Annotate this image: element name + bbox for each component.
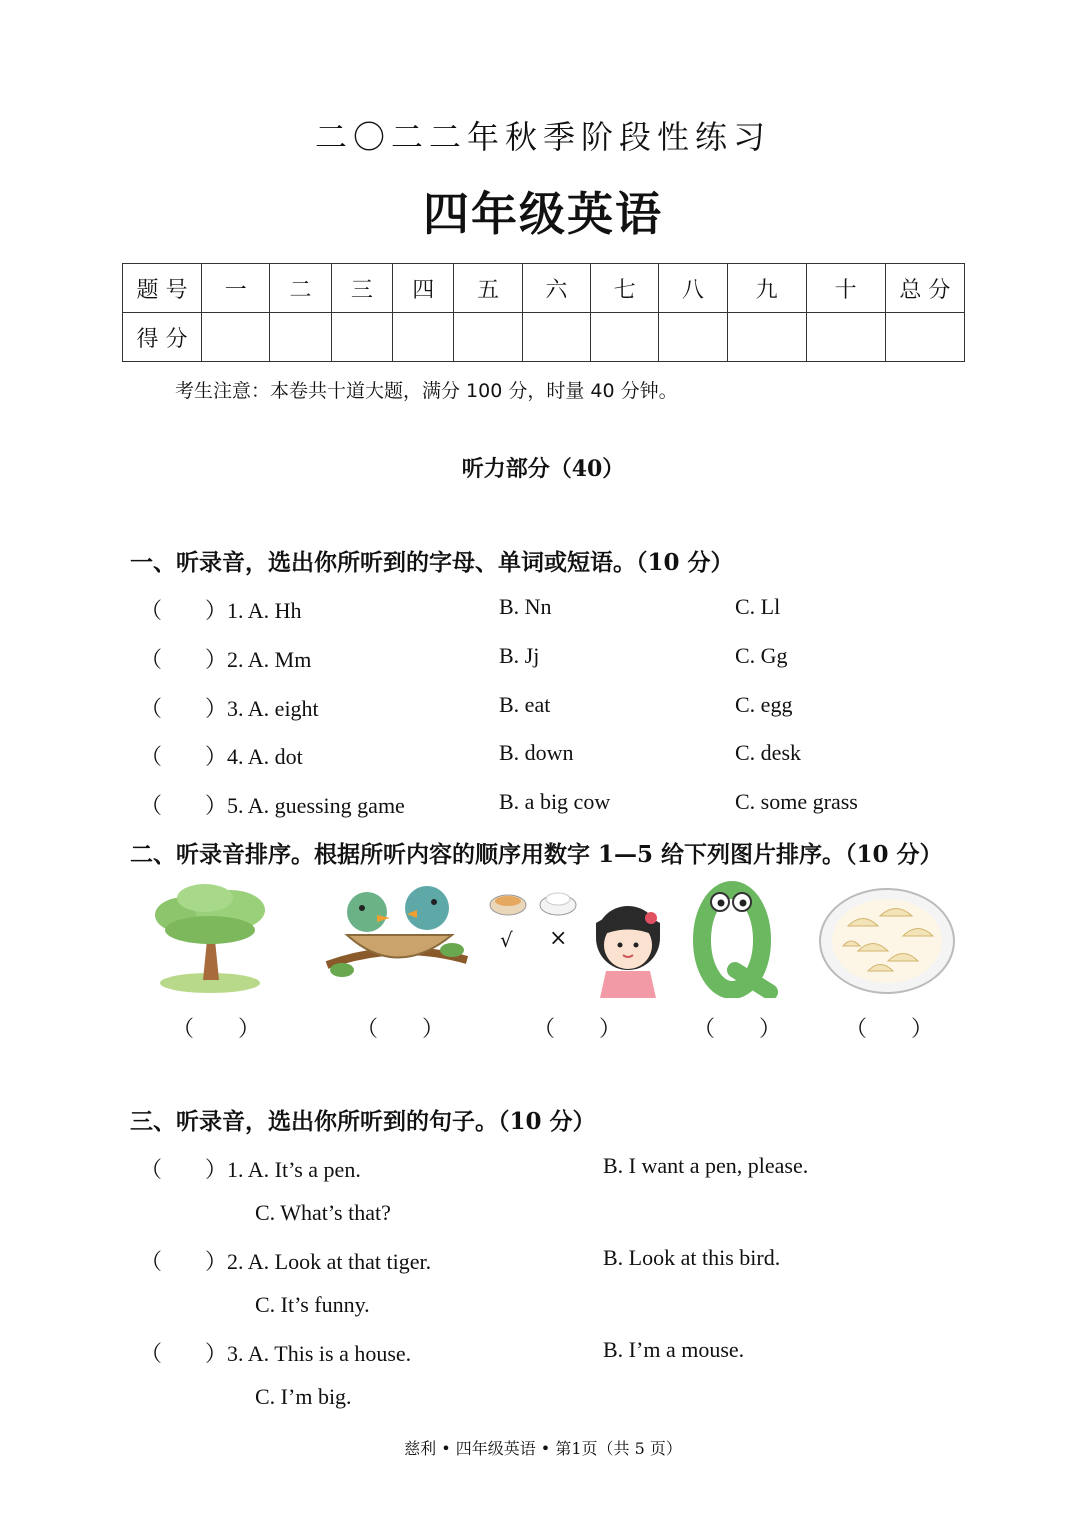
table-cell: 五 (454, 264, 522, 313)
option-b: B. I’m a mouse. (603, 1337, 745, 1362)
table-cell: 二 (270, 264, 331, 313)
question-row (0, 1337, 1086, 1367)
answer-blank[interactable]: （ (140, 696, 163, 721)
option-c: C. some grass (735, 789, 858, 814)
score-input-cell[interactable] (270, 313, 331, 362)
table-cell: 九 (727, 264, 806, 313)
table-cell: 总 分 (885, 264, 964, 313)
picture-answer-blank[interactable]: （ ） (172, 1017, 261, 1042)
girl-food-picture (488, 883, 664, 998)
option-b: B. a big cow (499, 789, 611, 814)
score-input-cell[interactable] (331, 313, 392, 362)
option-c: C. It’s funny. (255, 1292, 370, 1317)
picture-answer-blank[interactable]: （ ） (845, 1017, 934, 1042)
table-cell: 题 号 (123, 264, 202, 313)
answer-blank[interactable]: （ (140, 647, 163, 672)
score-table-header-row (123, 264, 965, 313)
answer-blank[interactable]: （ (140, 598, 163, 623)
option-a: ）3. A. eight (205, 696, 319, 721)
question-row (0, 1384, 1086, 1414)
dumplings-picture (818, 886, 956, 996)
section2-heading: 二、听录音排序。根据所听内容的顺序用数字 1—5 给下列图片排序。（10 分） (130, 841, 943, 868)
picture-answer-blank[interactable]: （ ） (356, 1017, 445, 1042)
score-table (122, 263, 965, 362)
option-b: B. eat (499, 692, 551, 717)
answer-blank[interactable]: （ (140, 1341, 163, 1366)
question-row (0, 643, 1086, 673)
table-cell: 得 分 (123, 313, 202, 362)
answer-blank[interactable]: （ (140, 1157, 163, 1182)
answer-blank[interactable]: （ (140, 793, 163, 818)
option-b: B. down (499, 740, 574, 765)
question-row (0, 789, 1086, 819)
question-row (0, 594, 1086, 624)
letter-q-picture (690, 880, 780, 998)
option-b: B. I want a pen, please. (603, 1153, 809, 1178)
option-a: ）1. A. It’s a pen. (205, 1157, 361, 1182)
exam-subtitle: 二〇二二年秋季阶段性练习 (314, 118, 771, 156)
option-a: ）2. A. Look at that tiger. (205, 1249, 432, 1274)
answer-blank[interactable]: （ (140, 744, 163, 769)
score-input-cell[interactable] (454, 313, 522, 362)
page-footer: 慈利 • 四年级英语 • 第1页（共 5 页） (404, 1439, 682, 1458)
section3-heading: 三、听录音，选出你所听到的句子。（10 分） (130, 1108, 596, 1135)
check-mark: √ (500, 928, 513, 952)
exam-notice: 考生注意：本卷共十道大题，满分 100 分，时量 40 分钟。 (175, 380, 678, 402)
table-cell: 七 (591, 264, 659, 313)
score-input-cell[interactable] (591, 313, 659, 362)
score-input-cell[interactable] (885, 313, 964, 362)
exam-title: 四年级英语 (423, 187, 663, 241)
option-a: ）4. A. dot (205, 744, 303, 769)
table-cell: 一 (202, 264, 270, 313)
tree-picture (145, 880, 275, 995)
option-a: ）2. A. Mm (205, 647, 312, 672)
option-b: B. Nn (499, 594, 552, 619)
option-a: ）3. A. This is a house. (205, 1341, 412, 1366)
question-row (0, 740, 1086, 770)
picture-answer-blank[interactable]: （ ） (533, 1017, 622, 1042)
option-c: C. Ll (735, 594, 781, 619)
option-c: C. What’s that? (255, 1200, 391, 1225)
question-row (0, 1245, 1086, 1275)
table-cell: 三 (331, 264, 392, 313)
option-a: ）5. A. guessing game (205, 793, 405, 818)
question-row (0, 692, 1086, 722)
option-c: C. Gg (735, 643, 788, 668)
listening-part-title: 听力部分（40） (461, 456, 625, 482)
table-cell: 六 (522, 264, 590, 313)
picture-answer-blank[interactable]: （ ） (693, 1017, 782, 1042)
question-row (0, 1200, 1086, 1230)
section1-heading: 一、听录音，选出你所听到的字母、单词或短语。（10 分） (130, 549, 734, 576)
score-input-cell[interactable] (202, 313, 270, 362)
answer-blank[interactable]: （ (140, 1249, 163, 1274)
score-input-cell[interactable] (659, 313, 727, 362)
option-a: ）1. A. Hh (205, 598, 302, 623)
option-b: B. Look at this bird. (603, 1245, 781, 1270)
question-row (0, 1153, 1086, 1183)
option-c: C. desk (735, 740, 801, 765)
table-cell: 十 (806, 264, 885, 313)
option-c: C. I’m big. (255, 1384, 352, 1409)
score-input-cell[interactable] (393, 313, 454, 362)
score-table-score-row (123, 313, 965, 362)
option-c: C. egg (735, 692, 793, 717)
score-input-cell[interactable] (806, 313, 885, 362)
option-b: B. Jj (499, 643, 540, 668)
table-cell: 四 (393, 264, 454, 313)
score-input-cell[interactable] (727, 313, 806, 362)
birds-in-nest-picture (322, 880, 472, 998)
question-row (0, 1292, 1086, 1322)
cross-mark: × (549, 926, 568, 951)
table-cell: 八 (659, 264, 727, 313)
score-input-cell[interactable] (522, 313, 590, 362)
